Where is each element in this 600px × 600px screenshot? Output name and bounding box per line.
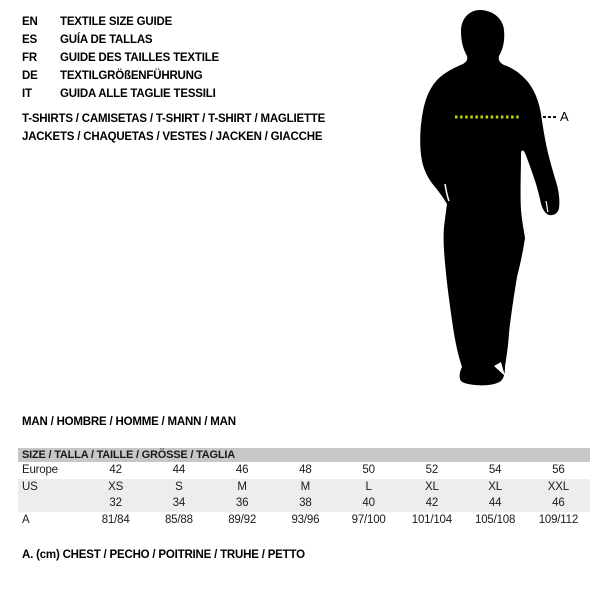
table-row-us	[18, 479, 590, 496]
cell: 101/104	[411, 513, 452, 526]
measurement-figure	[400, 0, 600, 400]
cell: 44	[488, 497, 502, 510]
cell: 42	[109, 464, 122, 477]
cell: 105/108	[475, 513, 516, 526]
language-code: FR	[22, 52, 37, 64]
row-label: A	[22, 513, 30, 526]
cell: M	[300, 480, 311, 493]
man-silhouette-body	[420, 10, 559, 385]
cell: S	[175, 480, 183, 493]
cell: 85/88	[164, 513, 193, 526]
cell: XL	[425, 480, 439, 493]
cell: 81/84	[101, 513, 130, 526]
category-tshirts: T-SHIRTS / CAMISETAS / T-SHIRT / T-SHIRT / MAGLIETTE	[22, 113, 326, 125]
cell: 46	[552, 497, 565, 510]
language-code: IT	[22, 88, 32, 100]
language-code: ES	[22, 34, 37, 46]
cell: 89/92	[228, 513, 257, 526]
cell: 44	[172, 464, 186, 477]
cell: 54	[488, 464, 502, 477]
category-jackets: JACKETS / CHAQUETAS / VESTES / JACKEN / GIACCHE	[22, 131, 323, 143]
row-label: US	[22, 480, 38, 493]
language-code: EN	[22, 16, 38, 28]
cell: 56	[552, 464, 565, 477]
cell: XS	[108, 480, 124, 493]
language-code: DE	[22, 70, 38, 82]
cell: 46	[235, 464, 249, 477]
man-silhouette	[400, 0, 600, 400]
cell: 38	[299, 497, 312, 510]
language-title: TEXTILGRÖßENFÜHRUNG	[60, 70, 203, 82]
garment-categories	[22, 110, 325, 146]
cell: 109/112	[538, 513, 579, 526]
cell: 48	[299, 464, 312, 477]
section-title-man: MAN / HOMBRE / HOMME / MANN / MAN	[22, 416, 236, 428]
table-row-uk-sizes	[18, 495, 590, 512]
table-row-chest-a	[18, 512, 590, 529]
measure-label-a: A	[560, 109, 569, 124]
cell: 34	[172, 497, 186, 510]
row-label	[18, 495, 84, 512]
language-row-fr	[22, 49, 219, 67]
language-title: GUÍA DE TALLAS	[60, 34, 153, 46]
size-table-grid	[18, 462, 590, 528]
cell: 40	[362, 497, 375, 510]
size-table	[18, 448, 590, 528]
language-list	[22, 13, 219, 103]
language-row-de	[22, 67, 219, 85]
cell: 52	[425, 464, 439, 477]
measurement-footnote: A. (cm) CHEST / PECHO / POITRINE / TRUHE / PETTO	[22, 549, 305, 561]
cell: M	[237, 480, 247, 493]
cell: 42	[425, 497, 439, 510]
language-row-es	[22, 31, 219, 49]
cell: 32	[109, 497, 122, 510]
language-title: GUIDE DES TAILLES TEXTILE	[60, 52, 219, 64]
row-label: Europe	[22, 464, 58, 477]
cell: XXL	[547, 480, 569, 493]
cell: L	[365, 480, 372, 493]
language-title: GUIDA ALLE TAGLIE TESSILI	[60, 88, 216, 100]
cell: 93/96	[291, 513, 320, 526]
size-table-header: SIZE / TALLA / TAILLE / GRÖSSE / TAGLIA	[18, 448, 590, 462]
cell: 50	[362, 464, 375, 477]
cell: XL	[488, 480, 502, 493]
language-row-it	[22, 85, 219, 103]
language-row-en	[22, 13, 219, 31]
language-title: TEXTILE SIZE GUIDE	[60, 16, 173, 28]
cell: 36	[235, 497, 249, 510]
table-row-europe	[18, 462, 590, 479]
cell: 97/100	[351, 513, 386, 526]
